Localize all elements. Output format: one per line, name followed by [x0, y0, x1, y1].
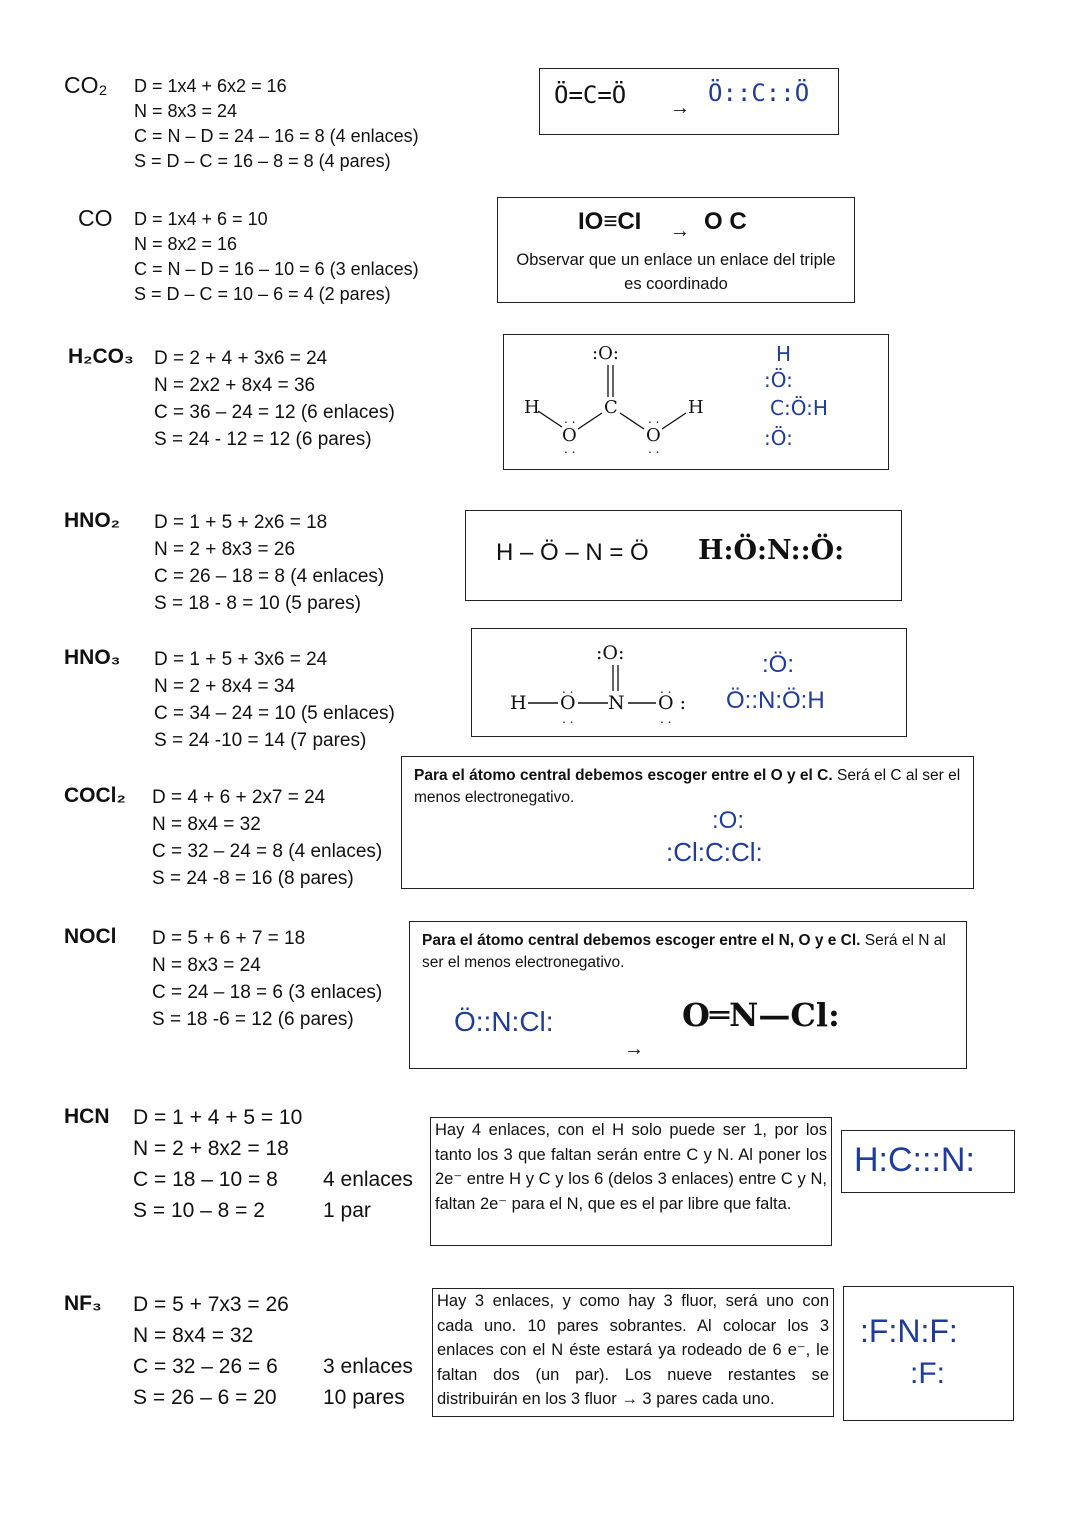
svg-text:. .: . . [564, 412, 576, 426]
formula-h2co3: H₂CO₃ [68, 345, 134, 368]
svg-text:. .: . . [660, 712, 672, 726]
lewis-hno3-dots: Ö::N:Ö:H [726, 687, 825, 714]
lewis-nf3-bottom: :F: [910, 1357, 945, 1390]
calc-line: C = N – D = 16 – 10 = 6 (3 enlaces) [134, 259, 419, 279]
calc-line: D = 1 + 5 + 2x6 = 18 [154, 512, 328, 533]
svg-text:. .: . . [648, 412, 660, 426]
lewis-hno2-dots: H:Ö:N::Ö: [698, 535, 845, 566]
lewis-co2-dots: Ö::C::Ö [708, 79, 810, 107]
h2co3-structure [504, 335, 890, 471]
nocl-note [410, 922, 966, 982]
calc-row: D = 1 + 4 + 5 = 10 [133, 1106, 303, 1129]
arrow-icon: → [670, 220, 690, 242]
calc-nocl [152, 925, 382, 1033]
svg-text::O:: :O: [592, 343, 619, 364]
svg-text:. .: . . [562, 712, 574, 726]
lewis-co2-dash: Ö=C=Ö [554, 81, 627, 109]
calc-line: D = 4 + 6 + 2x7 = 24 [152, 787, 326, 808]
lewis-box-hno3 [471, 628, 907, 737]
calc-line: C = 36 – 24 = 12 (6 enlaces) [154, 402, 395, 423]
co-note: Observar que un enlace un enlace del triple es coordinado [516, 251, 836, 293]
calc-line: D = 2 + 4 + 3x6 = 24 [154, 348, 328, 369]
formula-co: CO [78, 205, 113, 231]
cocl2-note [402, 757, 973, 817]
calc-line: C = N – D = 24 – 16 = 8 (4 enlaces) [134, 126, 419, 146]
calc-nf3 [133, 1289, 413, 1413]
calc-line: C = 24 – 18 = 6 (3 enlaces) [152, 982, 383, 1003]
lewis-box-hcn [841, 1130, 1015, 1193]
formula-hno2: HNO₂ [64, 509, 120, 532]
lewis-box-co2 [539, 68, 839, 135]
calc-cocl2 [152, 784, 382, 892]
calc-row: S = 10 – 8 = 2 1 par [133, 1199, 371, 1222]
svg-text::Ö:: :Ö: [764, 368, 793, 392]
calc-line: C = 32 – 24 = 8 (4 enlaces) [152, 841, 383, 862]
nocl-note-rest: Será el N al ser el menos electronegativo. [422, 932, 946, 971]
lewis-cocl2: :Cl:C:Cl: [666, 837, 763, 867]
lewis-box-hno2 [465, 510, 902, 601]
lewis-nocl-dash: O═N—Cl: [682, 996, 840, 1034]
lewis-hno3-top: :Ö: [762, 651, 795, 678]
calc-line: N = 8x4 = 32 [152, 814, 261, 835]
calc-line: C = 34 – 24 = 10 (5 enlaces) [154, 703, 395, 724]
calc-row: D = 5 + 7x3 = 26 [133, 1293, 289, 1316]
svg-text:C:Ö:H: C:Ö:H [770, 396, 828, 420]
calc-hno3 [154, 646, 395, 754]
arrow-icon: → [670, 97, 690, 119]
svg-text::O:: :O: [596, 642, 625, 664]
cocl2-note-rest: Será el C al ser el menos electronegativo. [414, 767, 961, 806]
svg-text:H: H [776, 342, 792, 366]
svg-text:. .: . . [648, 442, 660, 456]
calc-row: C = 32 – 26 = 6 3 enlaces [133, 1355, 413, 1378]
calc-line: N = 8x2 = 16 [134, 234, 238, 254]
calc-row: S = 26 – 6 = 20 10 pares [133, 1386, 405, 1409]
formula-nocl: NOCl [64, 925, 117, 948]
cocl2-note-bold: Para el átomo central debemos escoger entre el O y el C. [414, 767, 833, 784]
hno3-structure [502, 629, 742, 738]
lewis-box-h2co3 [503, 334, 889, 470]
calc-line: S = 24 -8 = 16 (8 pares) [152, 868, 354, 889]
calc-hcn [133, 1102, 413, 1226]
formula-cocl2: COCl₂ [64, 784, 126, 807]
svg-text:H: H [524, 397, 540, 418]
calc-line: N = 8x3 = 24 [134, 101, 238, 121]
lewis-nf3: :F:N:F: [860, 1313, 958, 1349]
calc-line: D = 1x4 + 6 = 10 [134, 209, 268, 229]
lewis-box-cocl2 [401, 756, 974, 889]
svg-text:O: O [562, 425, 577, 446]
svg-text:O: O [560, 692, 576, 714]
lewis-nocl-dots: Ö::N:Cl: [454, 1006, 554, 1037]
calc-line: S = 24 - 12 = 12 (6 pares) [154, 429, 372, 450]
lewis-cocl2-top: :O: [712, 807, 745, 834]
calc-line: C = 26 – 18 = 8 (4 enlaces) [154, 566, 385, 587]
calc-row: N = 8x4 = 32 [133, 1324, 254, 1347]
formula-hcn: HCN [64, 1105, 110, 1128]
calc-line: D = 5 + 6 + 7 = 18 [152, 928, 306, 949]
svg-text:. .: . . [562, 682, 574, 696]
lewis-hno2-dash: H – Ö – N = Ö [496, 539, 649, 566]
lewis-box-nocl [409, 921, 967, 1069]
calc-line: S = 18 - 8 = 10 (5 pares) [154, 593, 362, 614]
arrow-icon: → [624, 1038, 644, 1060]
calc-line: S = D – C = 10 – 6 = 4 (2 pares) [134, 284, 391, 304]
svg-text:O :: O : [658, 692, 687, 714]
calc-co2 [134, 74, 419, 174]
svg-text:H: H [510, 692, 527, 714]
lewis-box-nf3 [843, 1286, 1014, 1421]
calc-line: N = 2x2 + 8x4 = 36 [154, 375, 316, 396]
nocl-note-bold: Para el átomo central debemos escoger entre el N, O y e Cl. [422, 932, 861, 949]
formula-co2: CO₂ [64, 72, 108, 98]
hcn-note: Hay 4 enlaces, con el H solo puede ser 1, por los tanto los 3 que faltan serán entre C y N. Al poner los 2e⁻ entre H y C y los 6 (delos 3 enlaces) entre C y N, faltan 2e⁻ para el N, que es el par libre que falta. [430, 1117, 832, 1246]
svg-text:. .: . . [564, 442, 576, 456]
calc-co [134, 207, 419, 307]
svg-text:. .: . . [660, 682, 672, 696]
lewis-co-dots: O C [704, 208, 747, 235]
calc-h2co3 [154, 345, 395, 453]
calc-row: N = 2 + 8x2 = 18 [133, 1137, 289, 1160]
calc-line: S = 24 -10 = 14 (7 pares) [154, 730, 367, 751]
formula-nf3: NF₃ [64, 1292, 102, 1315]
calc-line: N = 2 + 8x3 = 26 [154, 539, 296, 560]
calc-line: S = D – C = 16 – 8 = 8 (4 pares) [134, 151, 391, 171]
calc-hno2 [154, 509, 384, 617]
calc-line: D = 1x4 + 6x2 = 16 [134, 76, 287, 96]
calc-line: N = 8x3 = 24 [152, 955, 261, 976]
formula-hno3: HNO₃ [64, 646, 121, 669]
svg-text:O: O [646, 425, 661, 446]
svg-text:N: N [608, 692, 625, 714]
lewis-hcn: H:C:::N: [854, 1141, 975, 1179]
nf3-note: Hay 3 enlaces, y como hay 3 fluor, será uno con cada uno. 10 pares sobrantes. Al colocar los 3 enlaces con el N éste estará ya rodeado de 6 e⁻, le faltan dos (un par). Los nueve restantes se distribuirán en los 3 fluor → 3 pares cada uno. [432, 1288, 834, 1417]
svg-text:C: C [604, 397, 618, 418]
calc-line: S = 18 -6 = 12 (6 pares) [152, 1009, 354, 1030]
svg-text:H: H [688, 397, 704, 418]
calc-line: D = 1 + 5 + 3x6 = 24 [154, 649, 328, 670]
calc-row: C = 18 – 10 = 8 4 enlaces [133, 1168, 413, 1191]
calc-line: N = 2 + 8x4 = 34 [154, 676, 296, 697]
lewis-box-co [497, 197, 855, 303]
lewis-co-dash: IO≡CI [578, 208, 642, 235]
svg-text::Ö:: :Ö: [764, 426, 793, 450]
